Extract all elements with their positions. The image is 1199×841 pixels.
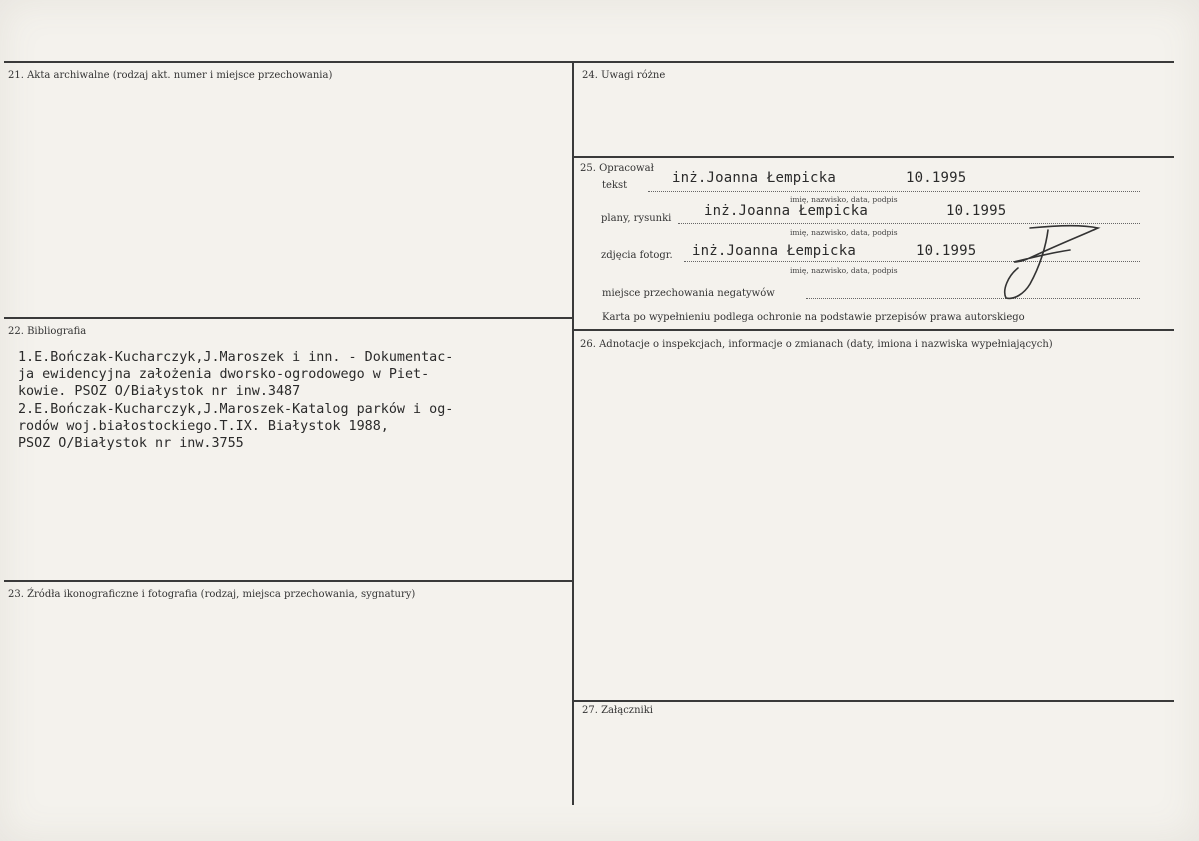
section-25-label: 25. Opracował xyxy=(580,163,654,174)
zdjecia-caption: imię, nazwisko, data, podpis xyxy=(790,266,898,275)
bibliography-text xyxy=(18,349,453,452)
section-21-label: 21. Akta archiwalne (rodzaj akt. numer i miejsce przechowania) xyxy=(8,70,333,81)
top-rule xyxy=(4,61,1174,63)
tekst-author: inż.Joanna Łempicka xyxy=(672,170,836,186)
zdjecia-date: 10.1995 xyxy=(916,243,977,259)
bibliography-line: kowie. PSOZ O/Białystok nr inw.3487 xyxy=(18,384,301,400)
zdjecia-author: inż.Joanna Łempicka xyxy=(692,243,856,259)
signature xyxy=(1000,222,1104,304)
tekst-caption: imię, nazwisko, data, podpis xyxy=(790,195,898,204)
bibliography-line: 2.E.Bończak-Kucharczyk,J.Maroszek-Katalog parków i og- xyxy=(18,401,454,417)
right-rule-25 xyxy=(574,156,1174,158)
section-24-label: 24. Uwagi różne xyxy=(582,70,666,81)
plany-author: inż.Joanna Łempicka xyxy=(704,203,868,219)
plany-date: 10.1995 xyxy=(946,203,1007,219)
right-rule-26 xyxy=(574,329,1174,331)
section-26-label: 26. Adnotacje o inspekcjach, informacje o zmianach (daty, imiona i nazwiska wypełniających) xyxy=(580,339,1053,350)
tekst-date: 10.1995 xyxy=(906,170,967,186)
plany-caption: imię, nazwisko, data, podpis xyxy=(790,228,898,237)
section-22-label: 22. Bibliografia xyxy=(8,326,87,337)
left-rule-23 xyxy=(4,580,572,582)
tekst-label: tekst xyxy=(602,180,628,191)
bibliography-line: ja ewidencyjna założenia dworsko-ogrodowego w Piet- xyxy=(18,367,430,383)
tekst-line xyxy=(648,191,1140,192)
section-27-label: 27. Załączniki xyxy=(582,705,653,716)
plany-label: plany, rysunki xyxy=(601,213,672,224)
zdjecia-label: zdjęcia fotogr. xyxy=(601,250,673,261)
bibliography-line: 1.E.Bończak-Kucharczyk,J.Maroszek i inn. - Dokumentac- xyxy=(18,350,454,365)
section-23-label: 23. Źródła ikonograficzne i fotografia (rodzaj, miejsca przechowania, sygnatury) xyxy=(8,589,416,600)
bibliography-line: rodów woj.białostockiego.T.IX. Białystok 1988, xyxy=(18,418,389,434)
bibliography-line: PSOZ O/Białystok nr inw.3755 xyxy=(18,436,244,452)
copyright-note: Karta po wypełnieniu podlega ochronie na podstawie przepisów prawa autorskiego xyxy=(602,312,1025,323)
right-rule-27 xyxy=(574,700,1174,702)
center-divider xyxy=(572,61,574,805)
left-rule-22 xyxy=(4,317,572,319)
negatywy-label: miejsce przechowania negatywów xyxy=(602,288,775,299)
